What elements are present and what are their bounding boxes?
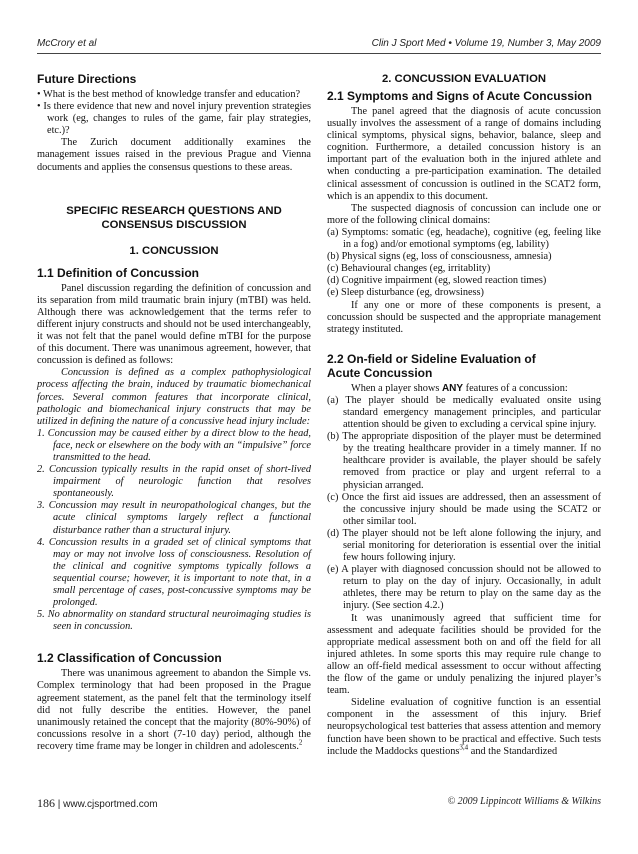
symptoms-paragraph-2: The suspected diagnosis of concussion can include one or more of the following clinical domains:	[327, 202, 601, 226]
symptoms-list	[327, 227, 601, 300]
concussion-heading: 1. CONCUSSION	[129, 244, 219, 257]
list-item: (a) Symptoms: somatic (eg, headache), cognitive (eg, feeling like in a fog) and/or emotional symptoms (eg, lability)	[327, 226, 601, 251]
list-item: • Is there evidence that new and novel injury prevention strategies work (eg, changes to rules of the game, fair play strategies, etc.)?	[37, 101, 311, 137]
journal-url[interactable]: www.cjsportmed.com	[63, 799, 158, 810]
citation-superscript: 3,4	[459, 743, 469, 752]
footer-left: 186 | www.cjsportmed.com	[37, 796, 158, 810]
list-item: (b) Physical signs (eg, loss of consciousness, amnesia)	[327, 251, 552, 263]
symptoms-paragraph-3: If any one or more of these components is present, a concussion should be suspected and the appropriate management strategy instituted.	[327, 299, 601, 335]
onfield-paragraph: It was unanimously agreed that sufficient time for assessment and adequate facilities should be provided for the appropriate medical assessment both on and off the field for all injured athletes. In some sports this may require rule change to allow an off-field medical assessment to occur without affecting the flow of the game or unduly penalizing the injured player’s team.	[327, 612, 601, 697]
definition-paragraph: Panel discussion regarding the definition of concussion and its separation from mild traumatic brain injury (mTBI) was held. Although there was acknowledgement that the terms refer to different injury constructs and should not be used interchangeably, it was not felt that the panel would define mTBI for the purpose of this document. There was unanimous agreement, however, that concussion is defined as follows:	[37, 282, 311, 367]
list-item: (c) Behavioural changes (eg, irritablity)	[327, 263, 491, 275]
list-item: (a) The player should be medically evaluated onsite using standard emergency management principles, and particular attention should be given to excluding a cervical spine injury.	[327, 394, 601, 431]
definition-italic-paragraph: Concussion is defined as a complex pathophysiological process affecting the brain, induced by traumatic biomechanical forces. Several common features that incorporate clinical, pathologic and biomechanical injury constructs that may be utilized in defining the nature of a concussive head injury include:	[37, 367, 311, 427]
list-item: • What is the best method of knowledge transfer and education?	[37, 89, 301, 100]
running-header-journal: Clin J Sport Med • Volume 19, Number 3, May 2009	[371, 38, 601, 49]
page-number: 186	[37, 796, 55, 810]
list-item: 4. Concussion results in a graded set of clinical symptoms that may or may not involve loss of consciousness. Resolution of the clinical and cognitive symptoms typically follows a sequential course; however, it is important to note that, in a small percentage of cases, post-concussive symptoms may be prolonged.	[37, 536, 311, 609]
onfield-paragraph-2: Sideline evaluation of cognitive function is an essential component in the assessment of this injury. Brief neuropsychological test batteries that assess attention and memory function have been shown to be practical and effective. Such tests include the Maddocks questions$^{3,4}$ and the Standardized	[327, 697, 601, 757]
classification-paragraph: There was unanimous agreement to abandon the Simple vs. Complex terminology that had been proposed in the Prague agreement statement, as the panel felt that the terminology itself did not fully describe the entities. However, the panel unanimously retained the concept that the majority (80%-90%) of concussions resolve in a short (7-10 day) period, although the recovery time frame may be longer in children and adolescents.$^2$	[37, 668, 311, 752]
list-item: (c) Once the first aid issues are addressed, then an assessment of the concussive injury should be made using the SCAT2 or other similar tool.	[327, 491, 601, 527]
list-item: 1. Concussion may be caused either by a direct blow to the head, face, neck or elsewhere on the body with an “impulsive” force transmitted to the head.	[37, 427, 311, 463]
list-item: (e) Sleep disturbance (eg, drowsiness)	[327, 287, 484, 299]
specific-questions-heading: SPECIFIC RESEARCH QUESTIONS AND CONSENSUS DISCUSSION	[66, 204, 282, 231]
onfield-heading: 2.2 On-field or Sideline Evaluation of Acute Concussion	[327, 351, 536, 380]
definition-heading: 1.1 Definition of Concussion	[37, 265, 200, 280]
left-column	[37, 72, 311, 753]
list-item: 2. Concussion typically results in the rapid onset of short-lived impairment of neurologic function that resolves spontaneously.	[37, 464, 311, 500]
classification-heading: 1.2 Classification of Concussion	[37, 651, 222, 666]
list-item: (e) A player with diagnosed concussion should not be allowed to return to play on the day of injury. Occasionally, in adult athletes, there may be return to play on the same day as the injury. (See section 4.2.)	[327, 564, 601, 612]
symptoms-heading: 2.1 Symptoms and Signs of Acute Concussion	[327, 89, 592, 103]
symptoms-paragraph: The panel agreed that the diagnosis of acute concussion usually involves the assessment of a range of domains including clinical symptoms, physical signs, behavior, balance, sleep and cognition. Furthermore, a detailed concussion history is an important part of the evaluation both in the injured athlete and when conducting a pre-participation examination. The detailed clinical assessment of concussion is outlined in the SCAT2 form, which is an appendix to this document.	[327, 106, 601, 202]
list-item: (d) Cognitive impairment (eg, slowed reaction times)	[327, 275, 547, 287]
future-directions-heading: Future Directions	[37, 72, 137, 86]
right-column	[327, 72, 601, 758]
future-paragraph: The Zurich document additionally examines the management issues raised in the previous Prague and Vienna documents and applies the consensus questions to these areas.	[37, 137, 311, 173]
citation-superscript: 2	[298, 738, 303, 747]
list-item: (d) The player should not be left alone following the injury, and serial monitoring for deterioration is essential over the initial few hours following injury.	[327, 527, 601, 564]
onfield-intro: When a player shows ANY features of a concussion:	[351, 382, 568, 394]
evaluation-heading: 2. CONCUSSION EVALUATION	[381, 73, 547, 85]
list-item: (b) The appropriate disposition of the player must be determined by the treating healthcare provider in a timely manner. If no healthcare provider is available, the player should be safely removed from practice or play and urgent referral to a physician arranged.	[327, 431, 601, 491]
footer-copyright: © 2009 Lippincott Williams & Wilkins	[447, 796, 601, 807]
onfield-list	[327, 395, 601, 613]
list-item: 3. Concussion may result in neuropathological changes, but the acute clinical symptoms largely reflect a functional disturbance rather than a structural injury.	[37, 500, 311, 536]
header-rule	[37, 53, 601, 54]
definition-list	[37, 428, 311, 634]
list-item: 5. No abnormality on standard structural neuroimaging studies is seen in concussion.	[37, 609, 311, 633]
future-directions-list	[37, 89, 311, 137]
running-header-author: McCrory et al	[37, 38, 97, 49]
